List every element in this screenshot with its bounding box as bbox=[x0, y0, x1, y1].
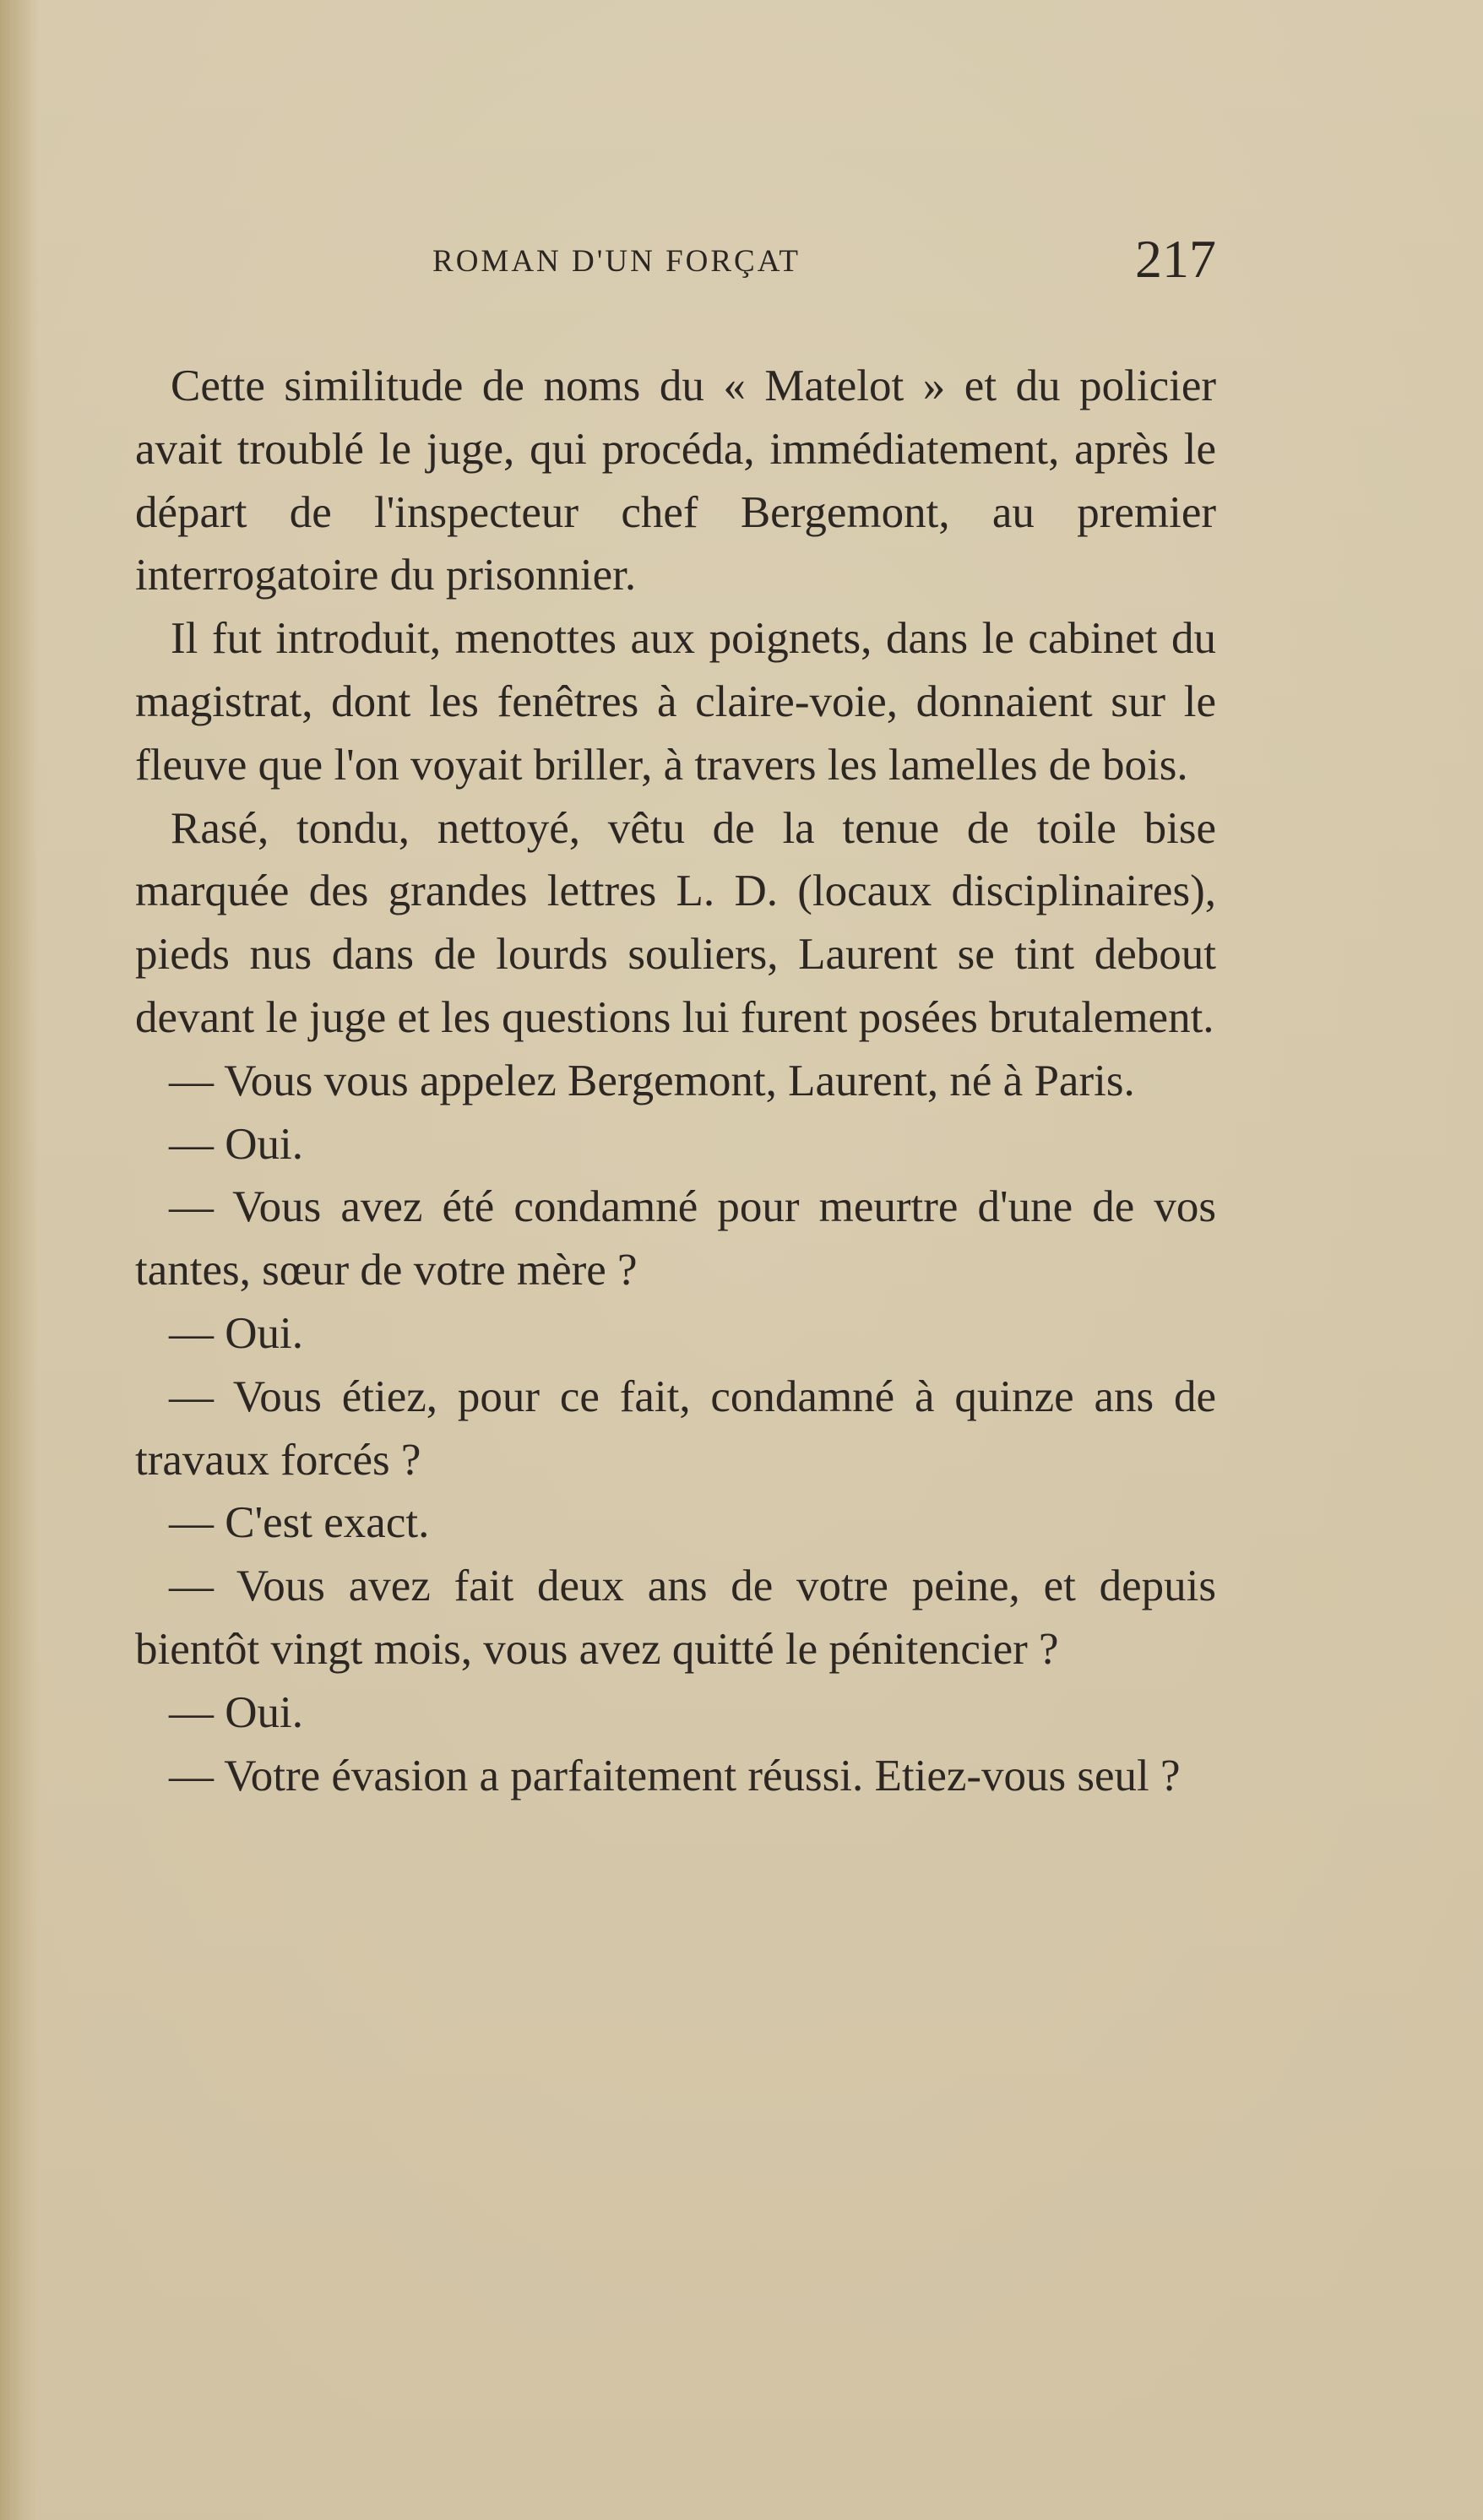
paragraph: Rasé, tondu, nettoyé, vêtu de la tenue de toile bise marquée des grandes lettres L. D. (locaux disciplinaires), pieds nus dans de lourds souliers, Laurent se tint debout devant le juge et les questions lui furent posées brutalement. bbox=[135, 803, 1216, 1042]
page-binding-edge bbox=[0, 0, 39, 2520]
dialogue-line: — Vous avez fait deux ans de votre peine, et depuis bientôt vingt mois, vous avez quitté le pénitencier ? bbox=[135, 1561, 1216, 1674]
running-title: ROMAN D'UN FORÇAT bbox=[432, 244, 801, 279]
dialogue-line: — Vous étiez, pour ce fait, condamné à quinze ans de travaux forcés ? bbox=[135, 1371, 1216, 1485]
running-head bbox=[160, 228, 1225, 312]
dialogue-line: — Oui. bbox=[169, 1687, 303, 1737]
dialogue-line: — Vous avez été condamné pour meurtre d'une de vos tantes, sœur de votre mère ? bbox=[135, 1182, 1216, 1295]
page-number: 217 bbox=[1135, 229, 1216, 289]
dialogue-line: — Oui. bbox=[169, 1119, 303, 1169]
body-text bbox=[135, 355, 1216, 1807]
paragraph: Il fut introduit, menottes aux poignets, dans le cabinet du magistrat, dont les fenêtres à claire-voie, donnaient sur le fleuve que l'on voyait briller, à travers les lamelles de bois. bbox=[135, 614, 1216, 790]
dialogue-line: — C'est exact. bbox=[169, 1498, 430, 1548]
dialogue-line: — Votre évasion a parfaitement réussi. Etiez-vous seul ? bbox=[169, 1751, 1181, 1800]
paragraph: Cette similitude de noms du « Matelot » et du policier avait troublé le juge, qui procéda, immédiatement, après le départ de l'inspecteur chef Bergemont, au premier interrogatoire du prisonnier. bbox=[135, 361, 1216, 600]
dialogue-line: — Vous vous appelez Bergemont, Laurent, né à Paris. bbox=[169, 1056, 1135, 1105]
dialogue-line: — Oui. bbox=[169, 1308, 303, 1358]
